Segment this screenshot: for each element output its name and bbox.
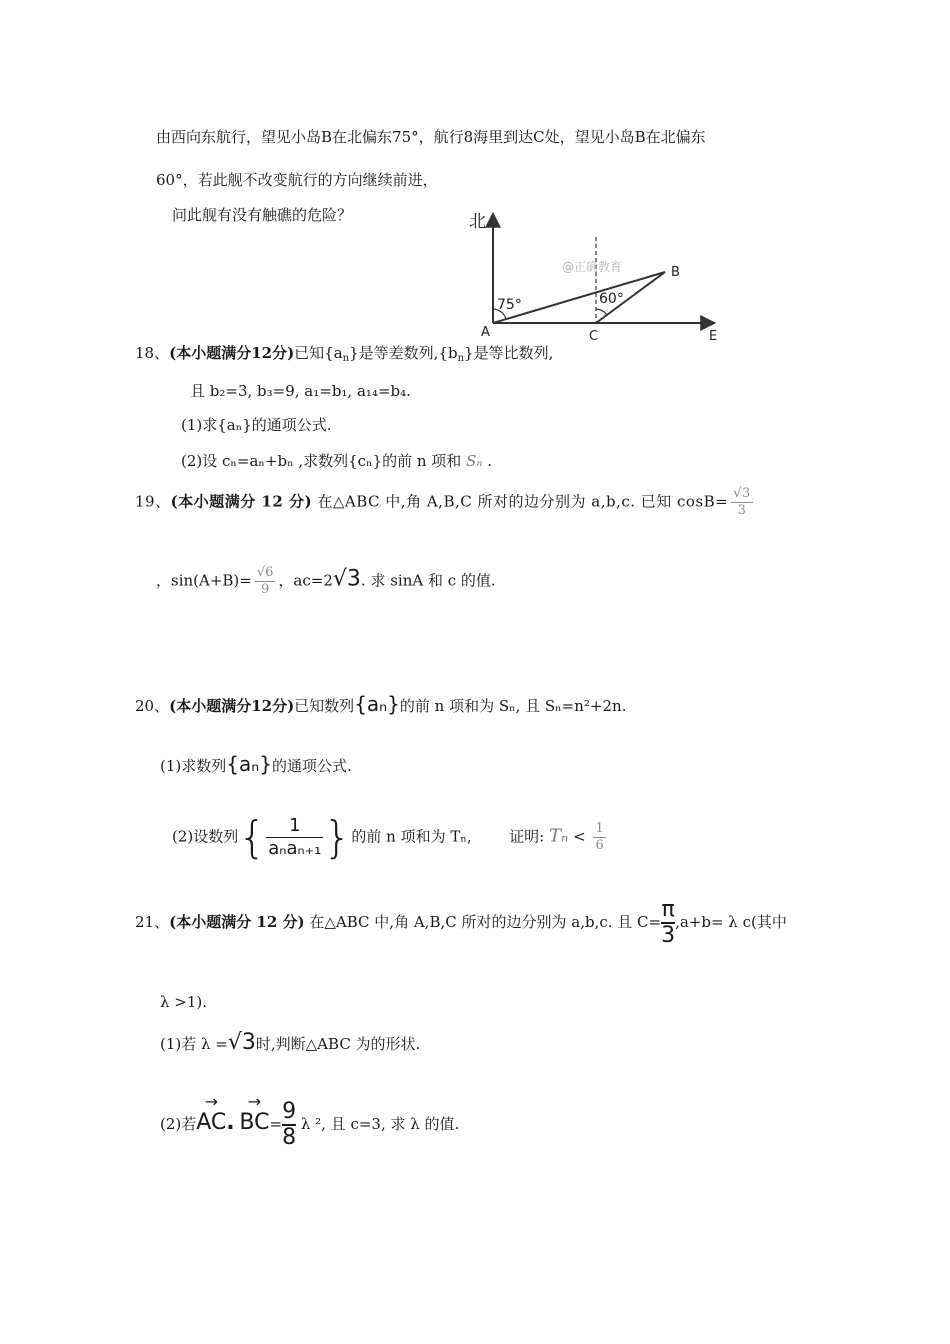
nine-eighths: $\frac{9}{8}$ (282, 1099, 297, 1150)
sin-fraction: $\frac{√6}{9}$ (256, 565, 274, 597)
label-angle-75: 75° (497, 297, 522, 313)
navigation-figure (455, 205, 725, 345)
p17-line1: 由西向东航行，望见小岛B在北偏东75°，航行8海里到达C处，望见小岛B在北偏东 (156, 128, 706, 146)
p19-heading: 19、(本小题满分 12 分) 在△ABC 中,角 A,B,C 所对的边分别为 a,b,c. 已知 cosB= $\frac{√3}{3}$ (135, 486, 751, 518)
p20-heading: 20、(本小题满分12分)已知数列{aₙ}的前 n 项和为 Sₙ, 且 Sₙ=n²+2n. (135, 692, 627, 716)
sum-symbol-S: Sₙ (466, 452, 483, 470)
label-angle-60: 60° (599, 291, 624, 307)
watermark: @正确教育 (562, 260, 623, 274)
vector-AC: → AC (196, 1092, 227, 1135)
p17-line2: 60°，若此舰不改变航行的方向继续前进， (156, 171, 438, 189)
p18-number: 18、 (135, 344, 170, 362)
pi-over-3: $\frac{\pi}{3}$ (661, 897, 676, 948)
p18-heading: 18、(本小题满分12分)已知$\{a_n\}$是等差数列$,\{b_n\}$是等比数列, (135, 344, 554, 364)
p19-line2: ，sin(A+B)= $\frac{√6}{9}$ ，ac=2√3. 求 sinA 和 c 的值. (156, 565, 496, 597)
p21-line2: λ >1). (160, 993, 208, 1011)
one-sixth-fraction: $\frac{1}{6}$ (595, 821, 604, 853)
p21-question-1: (1)若 λ =√3时,判断△ABC 为的形状. (160, 1030, 421, 1055)
label-E: E (709, 329, 718, 344)
p18-question-1: (1)求{aₙ}的通项公式. (181, 416, 332, 434)
reciprocal-fraction: $\frac{1}{\text{aₙaₙ₊₁}}$ (268, 815, 322, 859)
label-north: 北 (469, 212, 486, 232)
p17-line3: 问此舰有没有触礁的危险？ (172, 206, 353, 224)
label-A: A (481, 325, 490, 340)
vector-BC: → BC (239, 1092, 270, 1135)
cosB-fraction: $\frac{√3}{3}$ (733, 486, 751, 518)
p18-question-2: (2)设 cₙ=aₙ+bₙ ,求数列{cₙ}的前 n 项和 Sₙ . (181, 452, 492, 470)
p18-condition: 且 b₂=3, b₃=9, a₁=b₁, a₁₄=b₄. (190, 382, 411, 400)
p18-score: (本小题满分12分) (169, 344, 295, 362)
p18-intro-pre: 已知{a (294, 344, 343, 362)
p20-question-1: (1)求数列{aₙ}的通项公式. (160, 752, 352, 776)
label-C: C (589, 329, 599, 344)
sequence-a-n: {aₙ} (354, 692, 400, 716)
p21-heading: 21、(本小题满分 12 分) 在△ABC 中,角 A,B,C 所对的边分别为 a,b,c. 且 C= $\frac{\pi}{3},a+b= \lambda$ c(其中 (135, 897, 787, 948)
p21-question-2: (2)若 → AC. → BC= $\frac{9}{8}$ λ ², 且 c=3, 求 λ 的值. (160, 1092, 460, 1150)
p20-question-2: (2)设数列{ $\frac{1}{\text{aₙaₙ₊₁}}$ }的前 n 项和为 Tₙ, 证明: Tₙ < $\frac{1}{6}$ (172, 812, 604, 863)
label-B: B (671, 265, 680, 280)
